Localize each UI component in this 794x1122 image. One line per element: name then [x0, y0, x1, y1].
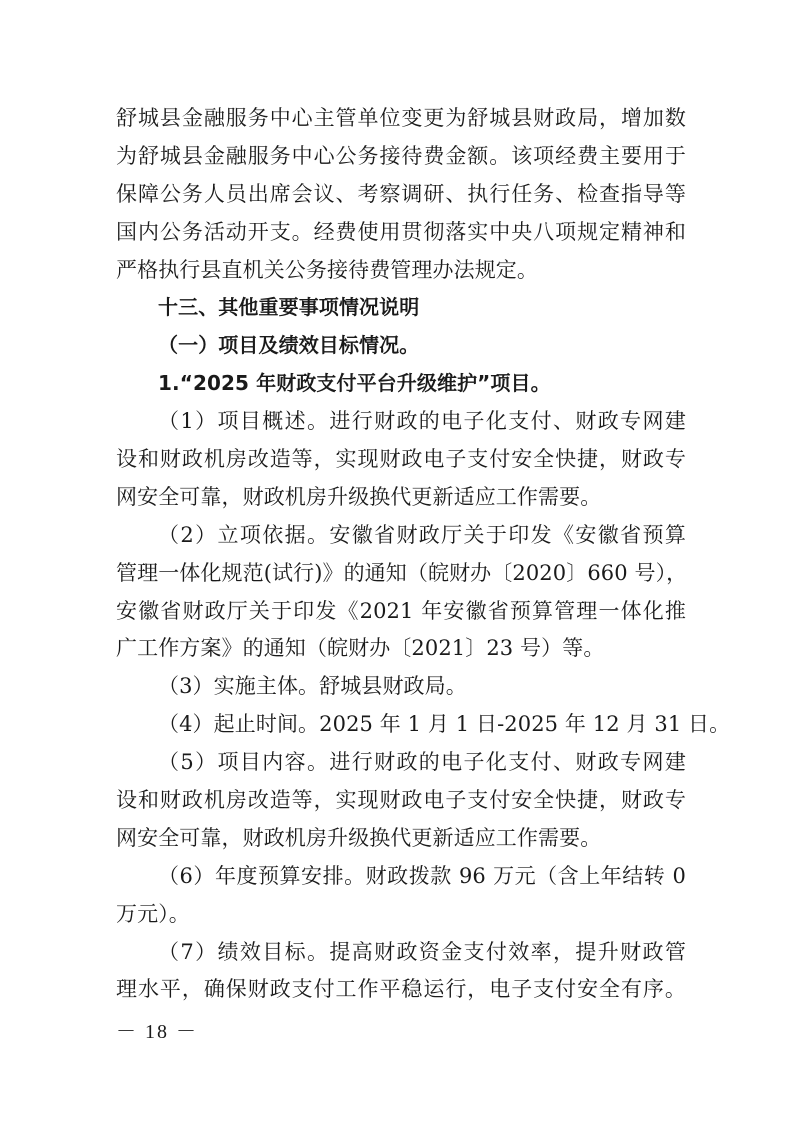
text-line-18: （5）项目内容。进行财政的电子化支付、财政专网建 [158, 750, 686, 775]
text-line-15: 广工作方案》的通知（皖财办〔2021〕23 号）等。 [116, 636, 605, 661]
section-heading-13: 十三、其他重要事项情况说明 [158, 295, 420, 320]
text-line-3: 保障公务人员出席会议、考察调研、执行任务、检查指导等 [116, 181, 686, 206]
text-line-2: 为舒城县金融服务中心公务接待费金额。该项经费主要用于 [116, 143, 686, 168]
text-line-14: 安徽省财政厅关于印发《2021 年安徽省预算管理一体化推 [116, 598, 686, 623]
document-body [116, 100, 731, 1009]
text-line-23: （7）绩效目标。提高财政资金支付效率，提升财政管 [158, 939, 686, 964]
text-line-17: （4）起止时间。2025 年 1 月 1 日-2025 年 12 月 31 日。 [158, 712, 731, 737]
text-line-10: 设和财政机房改造等，实现财政电子支付安全快捷，财政专 [116, 447, 686, 472]
text-line-19: 设和财政机房改造等，实现财政电子支付安全快捷，财政专 [116, 788, 686, 813]
page-number: － 18 － [116, 1021, 198, 1043]
text-line-1: 舒城县金融服务中心主管单位变更为舒城县财政局，增加数 [116, 106, 686, 130]
text-line-13: 管理一体化规范(试行)》的通知（皖财办〔2020〕660 号）， [116, 560, 688, 585]
text-line-9: （1）项目概述。进行财政的电子化支付、财政专网建 [158, 409, 686, 434]
project-heading-1: 1.“2025 年财政支付平台升级维护”项目。 [158, 371, 551, 396]
text-line-5: 严格执行县直机关公务接待费管理办法规定。 [116, 257, 538, 282]
text-line-21: （6）年度预算安排。财政拨款 96 万元（含上年结转 0 [158, 863, 686, 888]
text-line-11: 网安全可靠，财政机房升级换代更新适应工作需要。 [116, 484, 602, 509]
text-line-12: （2）立项依据。安徽省财政厅关于印发《安徽省预算 [158, 522, 686, 547]
subsection-heading-1: （一）项目及绩效目标情况。 [158, 333, 420, 358]
text-line-20: 网安全可靠，财政机房升级换代更新适应工作需要。 [116, 825, 602, 850]
text-line-16: （3）实施主体。舒城县财政局。 [158, 674, 467, 699]
text-line-24: 理水平，确保财政支付工作平稳运行，电子支付安全有序。 [116, 977, 686, 1002]
text-line-4: 国内公务活动开支。经费使用贯彻落实中央八项规定精神和 [116, 219, 686, 244]
text-line-22: 万元）。 [116, 901, 190, 926]
